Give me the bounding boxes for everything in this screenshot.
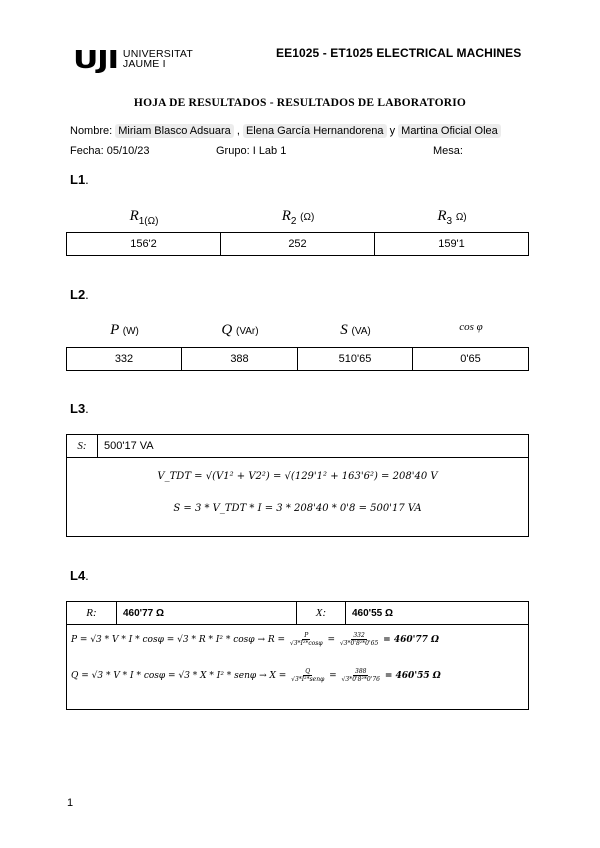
l4-eq-x-fraction-1: $\frac{Q}{\text{√3*I²*senφ}}$ bbox=[291, 668, 325, 683]
section-l4-heading: L4. bbox=[70, 568, 89, 583]
l4-x-symbol: X: bbox=[297, 602, 346, 624]
section-l1-heading: L1. bbox=[70, 172, 89, 187]
grupo-label: Grupo: bbox=[216, 145, 250, 157]
page-number: 1 bbox=[67, 797, 74, 809]
grupo-value: I Lab 1 bbox=[252, 145, 287, 157]
name-2: Elena García Hernandorena bbox=[243, 124, 387, 138]
name-1: Miriam Blasco Adsuara bbox=[115, 124, 234, 138]
l2-value-q: 388 bbox=[182, 348, 298, 371]
l1-value-r3: 159'1 bbox=[375, 233, 529, 256]
fecha-field bbox=[70, 145, 150, 157]
logo-line-2: JAUME I bbox=[122, 58, 166, 70]
fecha-value: 05/10/23 bbox=[106, 145, 150, 157]
l4-r-symbol: R: bbox=[67, 602, 117, 624]
l3-equation-1: V_TDT = √(V1² + V2²) = √(129'1² + 163'6²) = 208'40 V bbox=[157, 471, 438, 482]
l2-value-s: 510'65 bbox=[298, 348, 413, 371]
logo-text bbox=[123, 49, 193, 69]
logo-mark: UJI bbox=[73, 44, 118, 74]
l3-box bbox=[66, 434, 529, 537]
l4-x-value: 460'55 Ω bbox=[352, 607, 393, 619]
university-logo bbox=[73, 44, 193, 74]
fecha-label: Fecha: bbox=[70, 145, 104, 157]
l2-header-s: S (VA) bbox=[340, 322, 371, 338]
l4-eq-x-fraction-2: $\frac{388}{\text{√3*0'8²*0'76}}$ bbox=[341, 668, 380, 683]
section-l2-heading: L2. bbox=[70, 287, 89, 302]
l2-value-cos: 0'65 bbox=[413, 348, 529, 371]
l1-value-r2: 252 bbox=[221, 233, 375, 256]
l4-eq-r-fraction-1: $\frac{P}{\text{√3*I²*cosφ}}$ bbox=[289, 632, 323, 647]
mesa-label: Mesa: bbox=[433, 145, 463, 157]
l4-box bbox=[66, 601, 529, 710]
l1-header-r1: $R_{1(\Omega)}$ bbox=[129, 208, 159, 227]
logo-line-1: UNIVERSITAT bbox=[122, 48, 193, 60]
l4-equation-r: P = √3 * V * I * cosφ = √3 * R * I² * cosφ → R = $\frac{P}{\text{√3*I²*cosφ}}$ = $\frac{332}{\text{√3*0'8²*0'65}}$ = 460'77 Ω bbox=[71, 632, 440, 647]
l2-value-p: 332 bbox=[67, 348, 182, 371]
l1-header-r2: $R_2$ (Ω) bbox=[281, 208, 315, 227]
nombre-label: Nombre: bbox=[70, 125, 113, 137]
section-l3-heading: L3. bbox=[70, 401, 89, 416]
separator-2: y bbox=[389, 125, 396, 137]
l3-value: 500'17 VA bbox=[104, 440, 154, 452]
l4-r-value: 460'77 Ω bbox=[117, 602, 297, 624]
names-line bbox=[70, 125, 501, 137]
grupo-field bbox=[216, 145, 286, 157]
l1-value-r1: 156'2 bbox=[67, 233, 221, 256]
l3-result-row bbox=[67, 435, 528, 458]
l2-header-p: P (W) bbox=[110, 322, 139, 338]
course-title: EE1025 - ET1025 ELECTRICAL MACHINES bbox=[276, 46, 522, 60]
l1-header-r3: $R_3$ Ω) bbox=[437, 208, 467, 227]
l2-header-cos: cos φ bbox=[459, 321, 483, 333]
l4-equation-x: Q = √3 * V * I * cosφ = √3 * X * I² * senφ → X = $\frac{Q}{\text{√3*I²*senφ}}$ = $\frac{388}{\text{√3*0'8²*0'76}}$ = 460'55 Ω bbox=[71, 668, 441, 683]
l2-header-q: Q (VAr) bbox=[221, 322, 259, 338]
l1-results-table bbox=[66, 232, 529, 256]
l3-symbol: S: bbox=[67, 435, 98, 457]
separator-1: , bbox=[236, 125, 240, 137]
l4-result-row bbox=[67, 602, 528, 625]
l4-eq-r-fraction-2: $\frac{332}{\text{√3*0'8²*0'65}}$ bbox=[339, 632, 379, 647]
l3-equation-2: S = 3 * V_TDT * I = 3 * 208'40 * 0'8 = 500'17 VA bbox=[173, 503, 422, 514]
l2-results-table bbox=[66, 347, 529, 371]
document-title: HOJA DE RESULTADOS - RESULTADOS DE LABORATORIO bbox=[133, 97, 467, 109]
name-3: Martina Oficial Olea bbox=[398, 124, 501, 138]
